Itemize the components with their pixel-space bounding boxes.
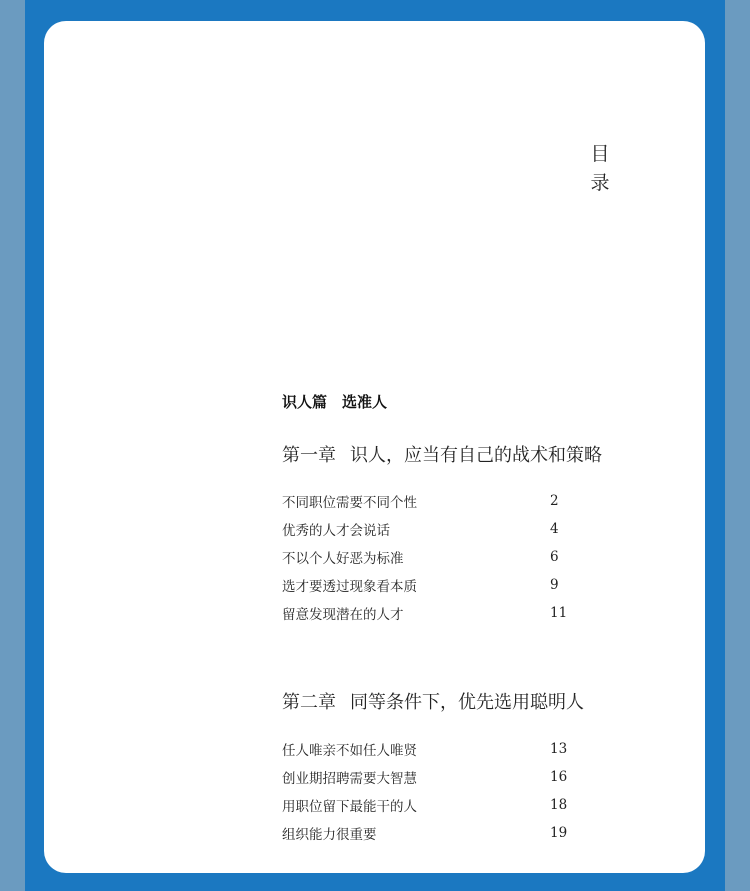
page-title-char: 录 (590, 172, 610, 194)
toc-entry-page: 13 (550, 741, 568, 757)
toc-entry-label: 选才要透过现象看本质 (282, 579, 417, 595)
toc-entry-page: 4 (550, 521, 559, 537)
toc-entry-page: 9 (550, 577, 559, 593)
page-title-char: 目 (590, 143, 610, 165)
toc-entry[interactable] (282, 763, 582, 791)
page-title (588, 140, 612, 198)
toc-entry-page: 2 (550, 493, 559, 509)
toc-entry-label: 创业期招聘需要大智慧 (282, 771, 417, 787)
toc-entry[interactable] (282, 735, 582, 763)
toc-entry-page: 18 (550, 797, 568, 813)
toc-entry-label: 组织能力很重要 (282, 827, 377, 843)
toc-entry-label: 任人唯亲不如任人唯贤 (282, 743, 417, 759)
toc-entry-page: 11 (550, 605, 568, 621)
toc-entry[interactable] (282, 791, 582, 819)
chapter-heading (282, 441, 602, 467)
chapter-number: 第一章 (282, 445, 336, 466)
toc-entry-label: 留意发现潜在的人才 (282, 607, 404, 623)
toc-entry-page: 19 (550, 825, 568, 841)
toc-entry-label: 用职位留下最能干的人 (282, 799, 417, 815)
toc-list (282, 735, 582, 847)
toc-entry-label: 不同职位需要不同个性 (282, 495, 417, 511)
toc-entry-page: 6 (550, 549, 559, 565)
chapter-heading (282, 688, 584, 714)
toc-entry-label: 优秀的人才会说话 (282, 523, 390, 539)
toc-entry[interactable] (282, 571, 582, 599)
chapter-number: 第二章 (282, 692, 336, 713)
chapter-title: 同等条件下，优先选用聪明人 (350, 692, 584, 713)
part-title: 识人篇 选准人 (282, 393, 388, 411)
book-page (44, 21, 705, 873)
toc-entry[interactable] (282, 543, 582, 571)
toc-list (282, 487, 582, 627)
toc-entry-page: 16 (550, 769, 568, 785)
toc-entry[interactable] (282, 599, 582, 627)
toc-entry[interactable] (282, 819, 582, 847)
chapter-title: 识人，应当有自己的战术和策略 (350, 445, 602, 466)
toc-entry[interactable] (282, 515, 582, 543)
toc-entry[interactable] (282, 487, 582, 515)
toc-entry-label: 不以个人好恶为标准 (282, 551, 404, 567)
